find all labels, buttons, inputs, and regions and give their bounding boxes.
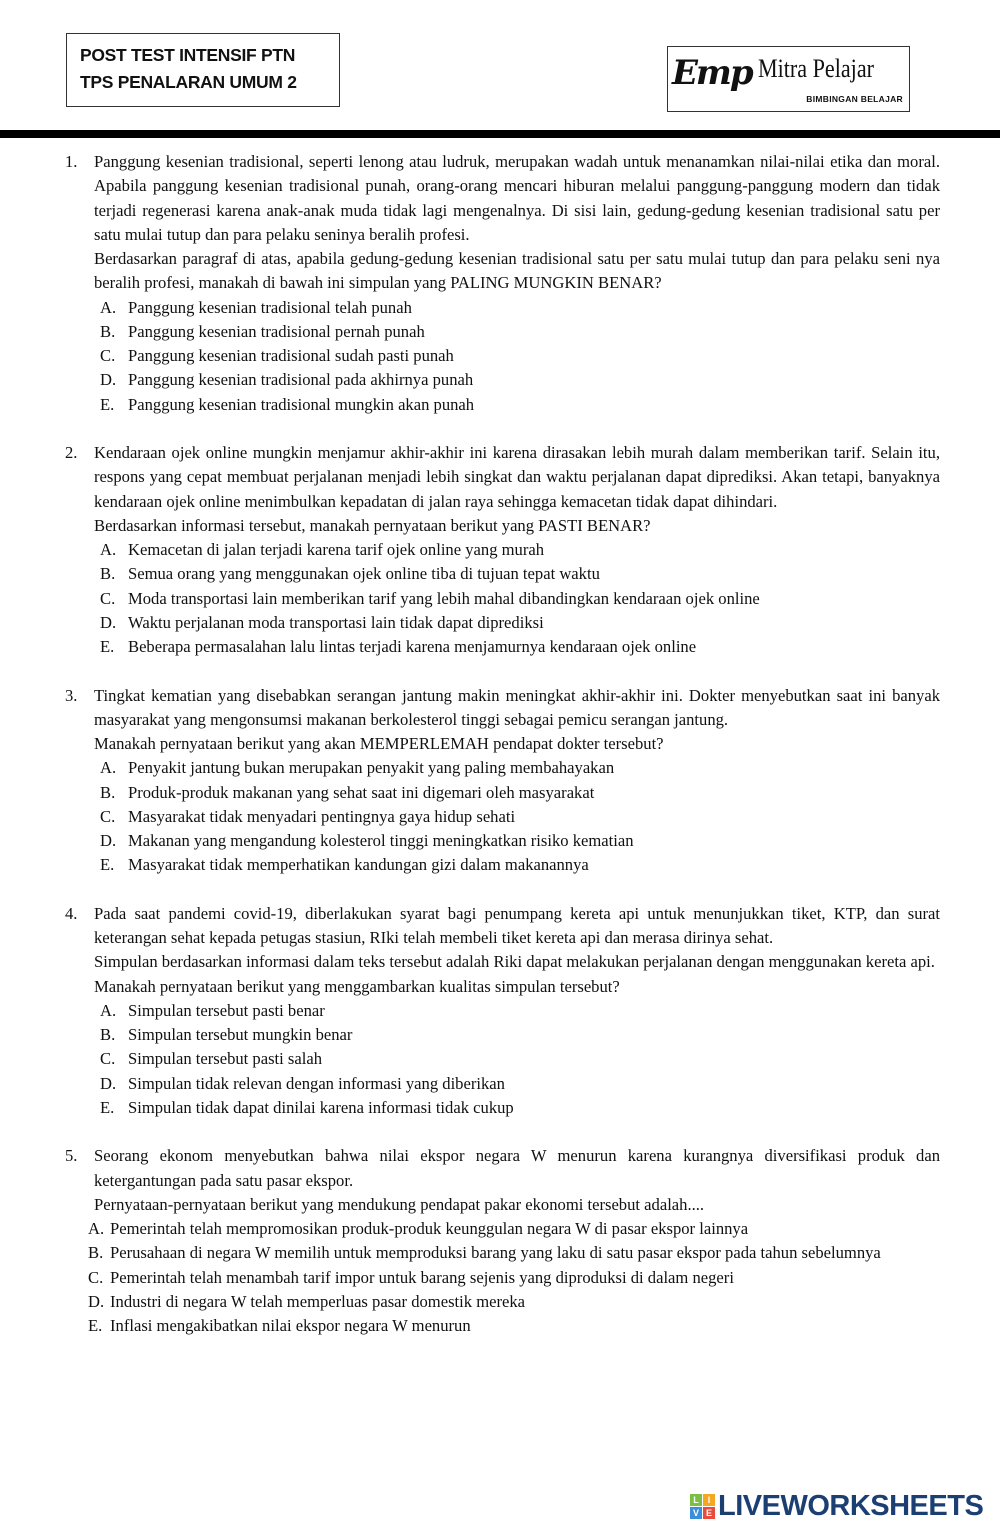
question-paragraph: Pernyataan-pernyataan berikut yang mendukung pendapat pakar ekonomi tersebut adalah.... [94, 1194, 705, 1214]
option-text: Makanan yang mengandung kolesterol tinggi meningkatkan risiko kematian [128, 831, 634, 850]
question-paragraph: Pada saat pandemi covid-19, diberlakukan syarat bagi penumpang kereta api untuk menunjukkan tiket, KTP, dan surat keterangan sehat kepada petugas stasiun, RIki telah membeli tiket kereta api dan merasa dirinya sehat. [94, 903, 940, 947]
option-text: Panggung kesenian tradisional pada akhirnya punah [128, 370, 474, 390]
answer-option-a[interactable] [94, 296, 940, 320]
test-title-line1: POST TEST INTENSIF PTN [80, 45, 296, 65]
question-4 [0, 902, 1000, 1120]
option-text: Inflasi mengakibatkan nilai ekspor negara W menurun [110, 1316, 471, 1335]
answer-option-b[interactable] [86, 1241, 940, 1265]
question-2 [0, 441, 1000, 659]
live-tile: E [703, 1507, 715, 1519]
live-tile: V [690, 1507, 702, 1519]
question-paragraph: Manakah pernyataan berikut yang akan MEMPERLEMAH pendapat dokter tersebut? [94, 734, 664, 753]
question-number: 5. [65, 1146, 78, 1166]
option-text: Perusahaan di negara W memilih untuk memproduksi barang yang laku di satu pasar ekspor pada tahun sebelumnya [110, 1243, 881, 1263]
answer-option-c[interactable] [94, 344, 940, 368]
answer-option-c[interactable] [94, 805, 940, 829]
option-letter: A. [100, 297, 117, 317]
option-text: Moda transportasi lain memberikan tarif yang lebih mahal dibandingkan kendaraan ojek online [128, 588, 760, 608]
option-letter: C. [100, 806, 116, 826]
option-text: Panggung kesenian tradisional telah punah [128, 297, 412, 317]
option-text: Simpulan tersebut pasti benar [128, 1000, 325, 1020]
logo-mark: Emp [672, 53, 752, 93]
answer-option-b[interactable] [94, 320, 940, 344]
question-number: 2. [65, 443, 78, 462]
answer-option-e[interactable] [94, 393, 940, 417]
answer-option-d[interactable] [86, 1290, 940, 1314]
answer-option-e[interactable] [94, 1096, 940, 1120]
answer-option-a[interactable] [86, 1217, 940, 1241]
option-text: Penyakit jantung bukan merupakan penyakit yang paling membahayakan [128, 758, 615, 778]
option-letter: B. [100, 321, 116, 341]
option-letter: A. [100, 758, 117, 778]
answer-option-e[interactable] [86, 1314, 940, 1338]
answer-option-a[interactable] [94, 756, 940, 780]
logo-name: Mitra Pelajar [758, 54, 874, 83]
live-tile: I [703, 1494, 715, 1506]
option-letter: A. [88, 1219, 105, 1238]
option-text: Panggung kesenian tradisional mungkin akan punah [128, 394, 475, 414]
question-1 [0, 150, 1000, 417]
question-paragraph: Berdasarkan paragraf di atas, apabila gedung-gedung kesenian tradisional satu per satu mulai tutup dan para pelaku seni nya beralih profesi, manakah di bawah ini simpulan yang PALING MUNGKIN BENAR? [94, 249, 940, 293]
liveworksheets-text: LIVEWORKSHEETS [718, 1490, 984, 1522]
answer-option-c[interactable] [94, 587, 940, 611]
question-number: 1. [65, 152, 78, 171]
option-letter: C. [88, 1267, 104, 1287]
option-letter: B. [88, 1243, 104, 1263]
option-text: Kemacetan di jalan terjadi karena tarif ojek online yang murah [128, 540, 545, 559]
option-letter: D. [88, 1291, 105, 1311]
header-divider [0, 130, 1000, 138]
question-paragraph: Simpulan berdasarkan informasi dalam teks tersebut adalah Riki dapat melakukan perjalanan dengan menggunakan kereta api. [94, 952, 935, 972]
option-text: Simpulan tidak relevan dengan informasi yang diberikan [128, 1073, 505, 1093]
option-letter: E. [100, 394, 115, 414]
option-letter: E. [88, 1316, 103, 1335]
option-letter: D. [100, 370, 117, 390]
option-letter: E. [100, 855, 115, 875]
answer-option-d[interactable] [94, 1072, 940, 1096]
question-3 [0, 684, 1000, 878]
question-paragraph: Seorang ekonom menyebutkan bahwa nilai ekspor negara W menurun karena kurangnya diversifikasi produk dan ketergantungan pada satu pasar ekspor. [94, 1146, 940, 1190]
option-letter: D. [100, 831, 117, 850]
question-5 [0, 1144, 1000, 1338]
mitra-pelajar-logo [667, 46, 910, 112]
option-letter: C. [100, 1049, 116, 1069]
answer-option-e[interactable] [94, 853, 940, 877]
answer-option-b[interactable] [94, 781, 940, 805]
option-text: Produk-produk makanan yang sehat saat ini digemari oleh masyarakat [128, 782, 595, 802]
answer-option-c[interactable] [86, 1266, 940, 1290]
logo-subtitle: BIMBINGAN BELAJAR [806, 94, 903, 104]
option-text: Simpulan tidak dapat dinilai karena informasi tidak cukup [128, 1097, 514, 1117]
option-letter: E. [100, 1097, 115, 1117]
option-letter: A. [100, 1000, 117, 1020]
answer-option-c[interactable] [94, 1047, 940, 1071]
answer-option-a[interactable] [94, 538, 940, 562]
option-text: Waktu perjalanan moda transportasi lain tidak dapat diprediksi [128, 612, 544, 632]
answer-option-d[interactable] [94, 368, 940, 392]
question-paragraph: Berdasarkan informasi tersebut, manakah pernyataan berikut yang PASTI BENAR? [94, 515, 651, 535]
live-tile: L [690, 1494, 702, 1506]
option-letter: D. [100, 1073, 117, 1093]
answer-option-b[interactable] [94, 562, 940, 586]
option-text: Simpulan tersebut mungkin benar [128, 1025, 353, 1044]
question-paragraph: Kendaraan ojek online mungkin menjamur akhir-akhir ini karena dirasakan lebih murah dalam memberikan tarif. Selain itu, respons yang cepat membuat perjalanan menjadi lebih singkat dan waktu perjalanan dapat diprediksi. Akan tetapi, banyaknya kendaraan ojek online menimbulkan kepadatan di jalan raya sehingga kemacetan tidak dapat dihindari. [94, 443, 940, 511]
question-list [0, 150, 1000, 1363]
option-text: Masyarakat tidak menyadari pentingnya gaya hidup sehati [128, 806, 516, 826]
option-letter: D. [100, 612, 117, 632]
question-number: 4. [65, 903, 78, 923]
option-text: Pemerintah telah menambah tarif impor untuk barang sejenis yang diproduksi di dalam negeri [110, 1267, 734, 1287]
option-letter: E. [100, 637, 115, 656]
option-text: Panggung kesenian tradisional pernah punah [128, 321, 425, 341]
answer-option-b[interactable] [94, 1023, 940, 1047]
option-letter: A. [100, 540, 117, 559]
liveworksheets-brand [690, 1490, 983, 1523]
option-text: Masyarakat tidak memperhatikan kandungan gizi dalam makanannya [128, 855, 589, 875]
option-letter: C. [100, 588, 116, 608]
option-text: Pemerintah telah mempromosikan produk-produk keunggulan negara W di pasar ekspor lainnya [110, 1219, 749, 1238]
option-letter: B. [100, 782, 116, 802]
option-letter: B. [100, 564, 116, 584]
answer-option-e[interactable] [94, 635, 940, 659]
option-text: Semua orang yang menggunakan ojek online tiba di tujuan tepat waktu [128, 564, 600, 584]
question-paragraph: Manakah pernyataan berikut yang menggambarkan kualitas simpulan tersebut? [94, 976, 620, 996]
question-paragraph: Tingkat kematian yang disebabkan serangan jantung makin meningkat akhir-akhir ini. Dokter menyebutkan saat ini banyak masyarakat yang mengonsumsi makanan berkolesterol tinggi sebagai pemicu serangan jantung. [94, 685, 940, 729]
answer-option-d[interactable] [94, 611, 940, 635]
answer-option-d[interactable] [94, 829, 940, 853]
question-paragraph: Panggung kesenian tradisional, seperti lenong atau ludruk, merupakan wadah untuk menanamkan nilai-nilai etika dan moral. Apabila panggung kesenian tradisional punah, orang-orang mencari hiburan melalui panggung-panggung modern dan tidak terjadi regenerasi karena anak-anak muda tidak lagi mengenalnya. Di sisi lain, gedung-gedung kesenian tradisional satu per satu mulai tutup dan para pelaku seninya beralih profesi. [94, 152, 940, 244]
option-text: Simpulan tersebut pasti salah [128, 1049, 323, 1069]
question-number: 3. [65, 685, 78, 705]
test-title-box [66, 33, 340, 107]
test-title-line2: TPS PENALARAN UMUM 2 [80, 72, 297, 92]
option-text: Panggung kesenian tradisional sudah pasti punah [128, 346, 454, 365]
answer-option-a[interactable] [94, 999, 940, 1023]
option-text: Industri di negara W telah memperluas pasar domestik mereka [110, 1291, 526, 1311]
option-letter: B. [100, 1025, 116, 1044]
live-tiles-icon [690, 1494, 715, 1519]
option-letter: C. [100, 346, 116, 365]
option-text: Beberapa permasalahan lalu lintas terjadi karena menjamurnya kendaraan ojek online [128, 637, 697, 656]
